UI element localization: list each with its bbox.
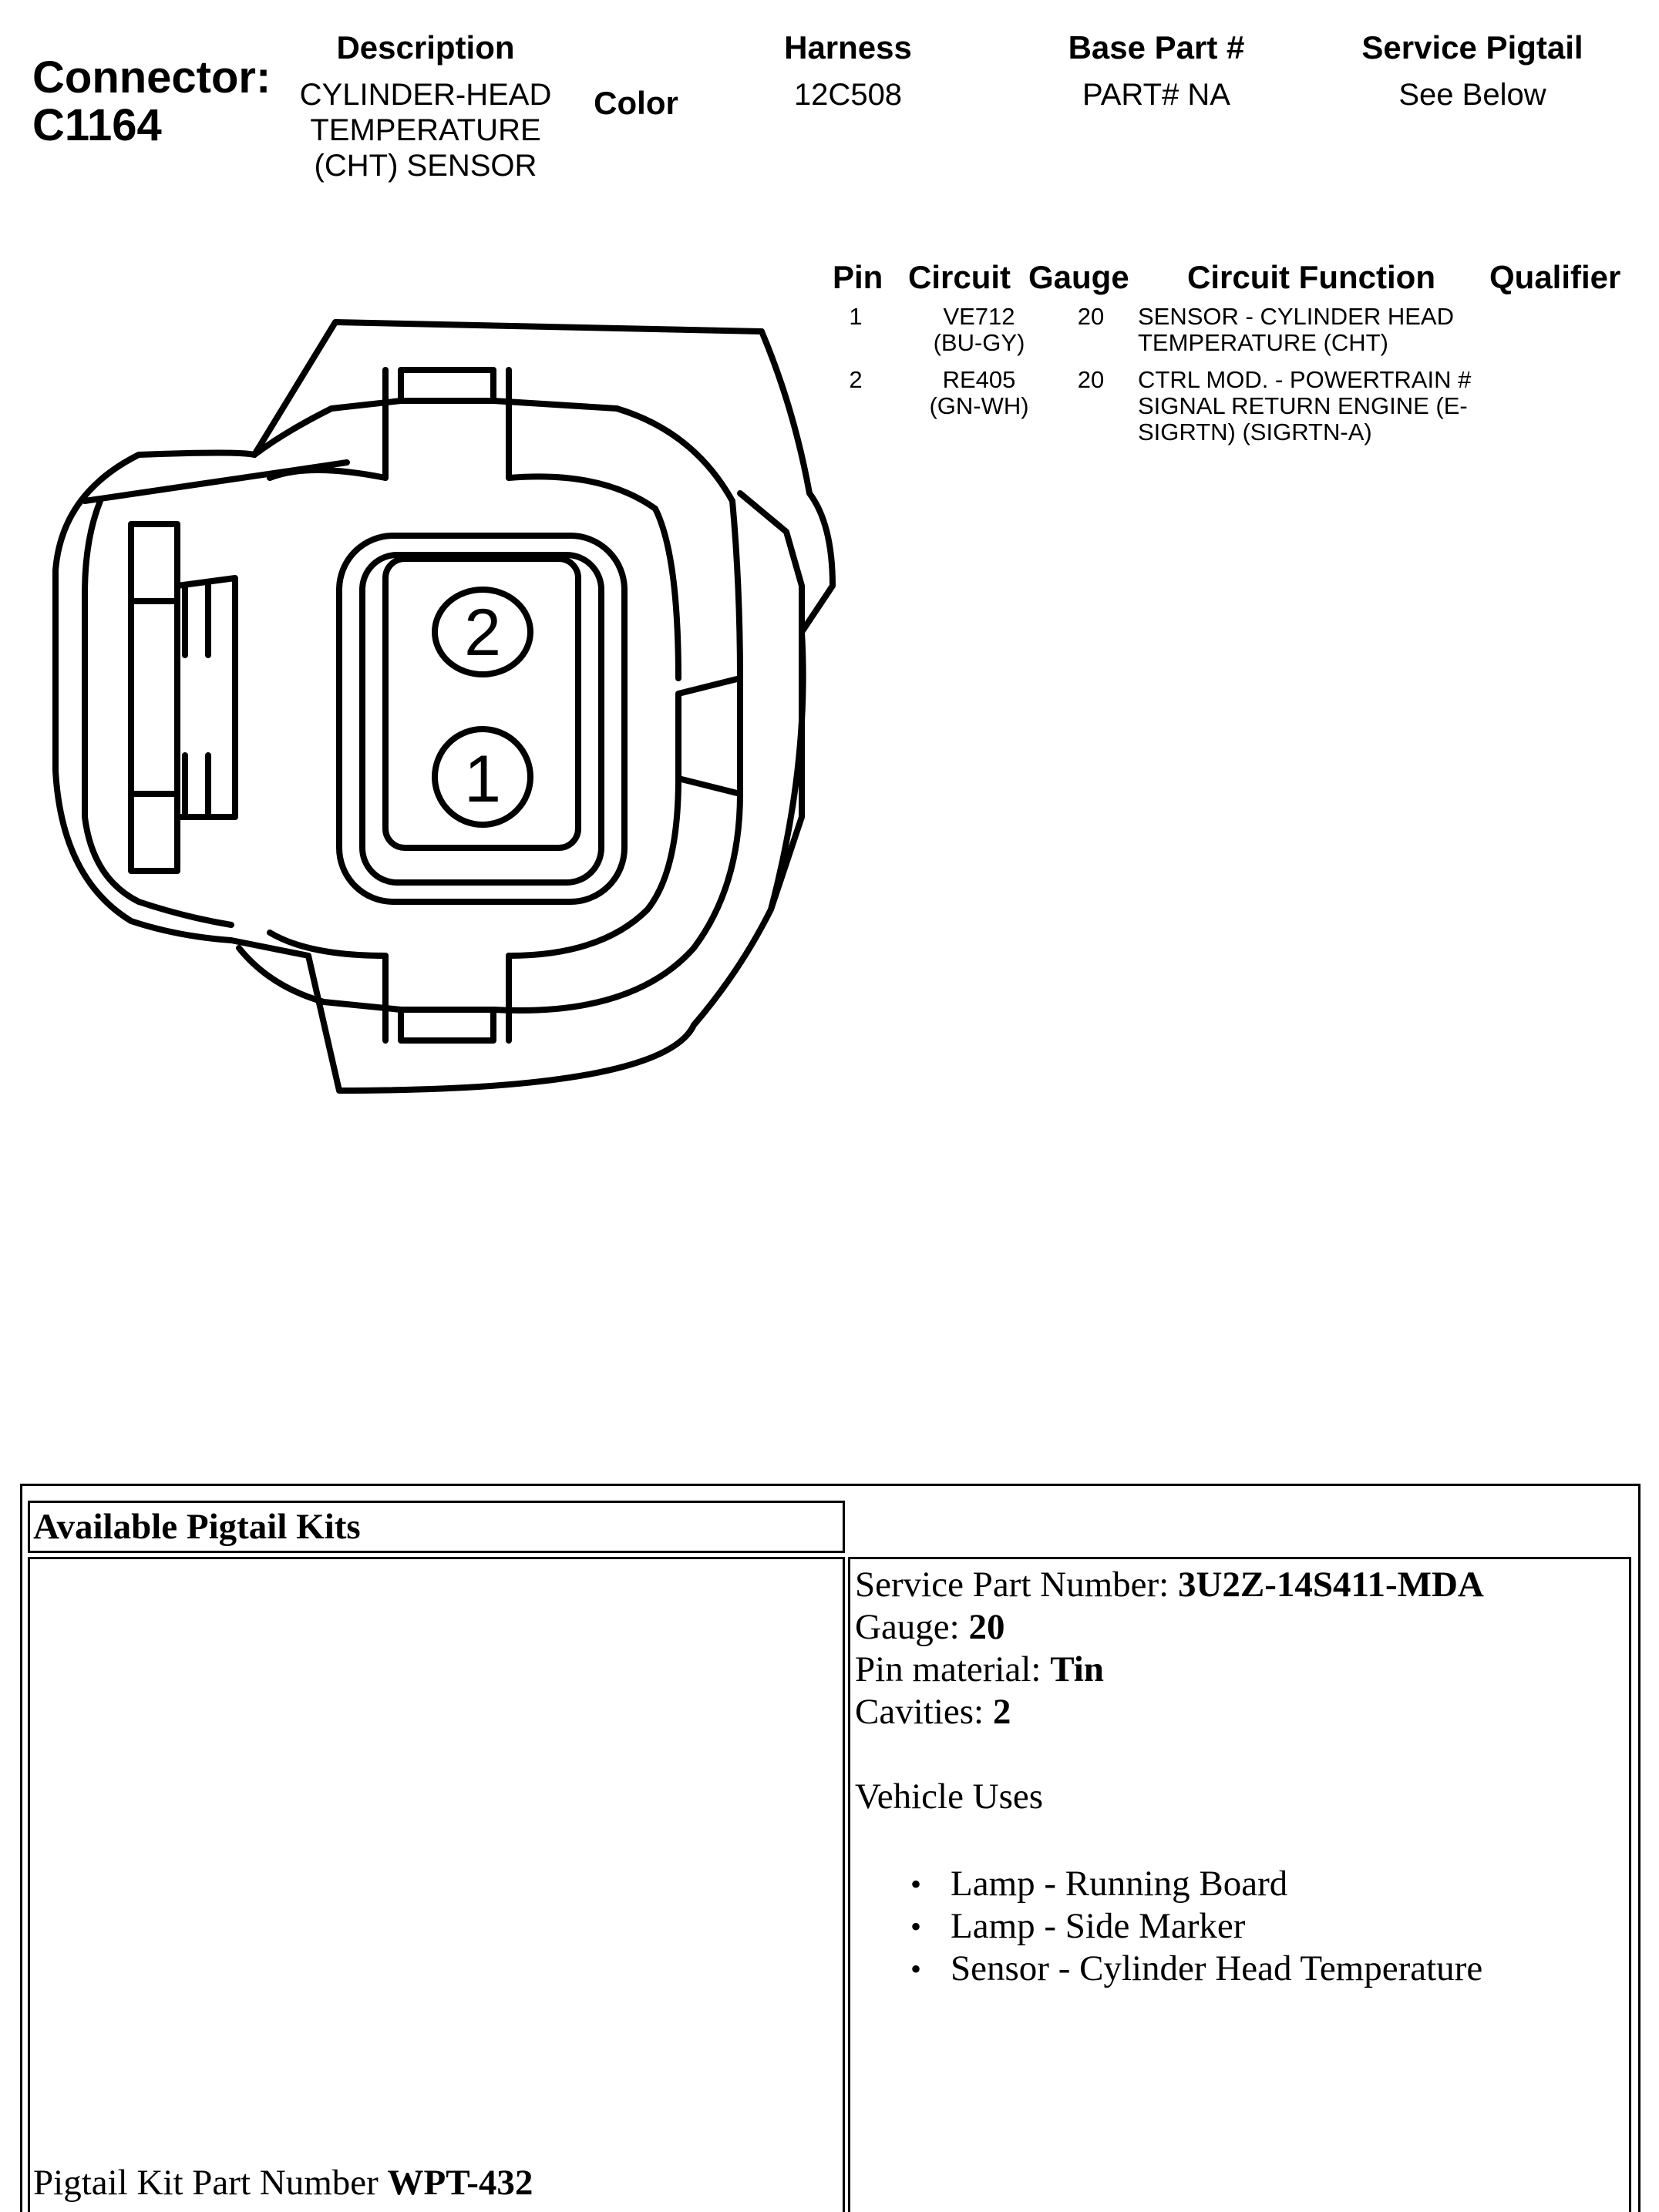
detail-value: 3U2Z-14S411-MDA: [1177, 1565, 1484, 1605]
kit-number-value: WPT-432: [387, 2163, 533, 2203]
pigtail-kit-number: [33, 2162, 533, 2204]
pigtail-kit-cell: [28, 1557, 845, 2212]
table-row-2-circuit: [910, 367, 1048, 419]
description-label: Description: [336, 29, 515, 66]
pin-header: Pin: [833, 259, 883, 295]
service-pigtail-value: See Below: [1398, 78, 1546, 112]
connector-inner-shell: [239, 401, 740, 1010]
pin-number-2: 2: [464, 596, 501, 670]
function-header: Circuit Function: [1187, 259, 1435, 295]
table-row-1-pin: 1: [849, 303, 863, 330]
circuit-id: VE712: [943, 303, 1015, 330]
pigtail-title: Available Pigtail Kits: [33, 1507, 361, 1547]
service-pigtail-label: Service Pigtail: [1361, 29, 1583, 66]
gauge-detail: [855, 1606, 1484, 1649]
table-row-1-gauge: 20: [1077, 303, 1105, 330]
connector-latch: [740, 493, 802, 909]
table-row-1-function: [1138, 304, 1492, 356]
list-item: • Sensor - Cylinder Head Temperature: [910, 1948, 1484, 1990]
table-row-2-function: [1138, 367, 1508, 445]
connector-outer-shell: [56, 322, 833, 1091]
connector-id: C1164: [32, 100, 162, 150]
vehicle-uses-list: [910, 1863, 1484, 1990]
service-pigtail-column: [1326, 29, 1619, 113]
circuit-header: Circuit: [908, 259, 1011, 295]
qualifier-header: Qualifier: [1489, 259, 1621, 295]
harness-value: 12C508: [793, 78, 903, 112]
function-line: SENSOR - CYLINDER HEAD: [1138, 303, 1454, 330]
cavities-detail: [855, 1691, 1484, 1733]
detail-value: 20: [968, 1607, 1005, 1647]
pigtail-details: [855, 1564, 1484, 1990]
circuit-color: (GN-WH): [929, 392, 1029, 419]
pigtail-title-cell: [28, 1501, 845, 1553]
detail-value: Tin: [1050, 1649, 1104, 1689]
function-line: SIGRTN) (SIGRTN-A): [1138, 419, 1372, 445]
pin-material-detail: [855, 1649, 1484, 1691]
function-line: TEMPERATURE (CHT): [1138, 329, 1388, 356]
function-line: CTRL MOD. - POWERTRAIN #: [1138, 366, 1472, 393]
function-line: SIGNAL RETURN ENGINE (E-: [1138, 392, 1468, 419]
detail-value: 2: [992, 1692, 1011, 1732]
harness-label: Harness: [784, 29, 912, 66]
service-part-number: [855, 1564, 1484, 1606]
table-row-2-gauge: 20: [1077, 366, 1105, 393]
detail-label: Gauge:: [855, 1607, 969, 1647]
pin-number-1: 1: [464, 742, 501, 816]
table-row-1-circuit: [910, 304, 1048, 356]
detail-label: Service Part Number:: [855, 1565, 1178, 1605]
connector-bottom-key: [401, 1010, 493, 1040]
detail-label: Cavities:: [855, 1692, 993, 1732]
table-row-2-pin: 2: [849, 366, 863, 393]
pigtail-details-cell: [848, 1557, 1631, 2212]
list-item: • Lamp - Running Board: [910, 1863, 1484, 1905]
vehicle-uses-label: Vehicle Uses: [855, 1777, 1044, 1817]
base-part-value: PART# NA: [1082, 78, 1230, 112]
connector-left-latch: [131, 524, 177, 871]
kit-number-label: Pigtail Kit Part Number: [33, 2163, 388, 2203]
detail-label: Pin material:: [855, 1649, 1051, 1689]
base-part-label: Base Part #: [1068, 29, 1245, 66]
list-item: • Lamp - Side Marker: [910, 1905, 1484, 1948]
connector-label: Connector:: [32, 52, 271, 103]
circuit-color: (BU-GY): [933, 329, 1025, 356]
gauge-header: Gauge: [1028, 259, 1129, 295]
description-line: CYLINDER-HEAD: [299, 78, 552, 112]
base-part-column: [1033, 29, 1280, 113]
circuit-id: RE405: [942, 366, 1016, 393]
connector-face-diagram: [0, 0, 848, 1118]
description-line: (CHT) SENSOR: [314, 149, 537, 183]
color-label: Color: [594, 85, 678, 121]
connector-top-key: [401, 370, 493, 401]
description-line: TEMPERATURE: [310, 113, 541, 147]
